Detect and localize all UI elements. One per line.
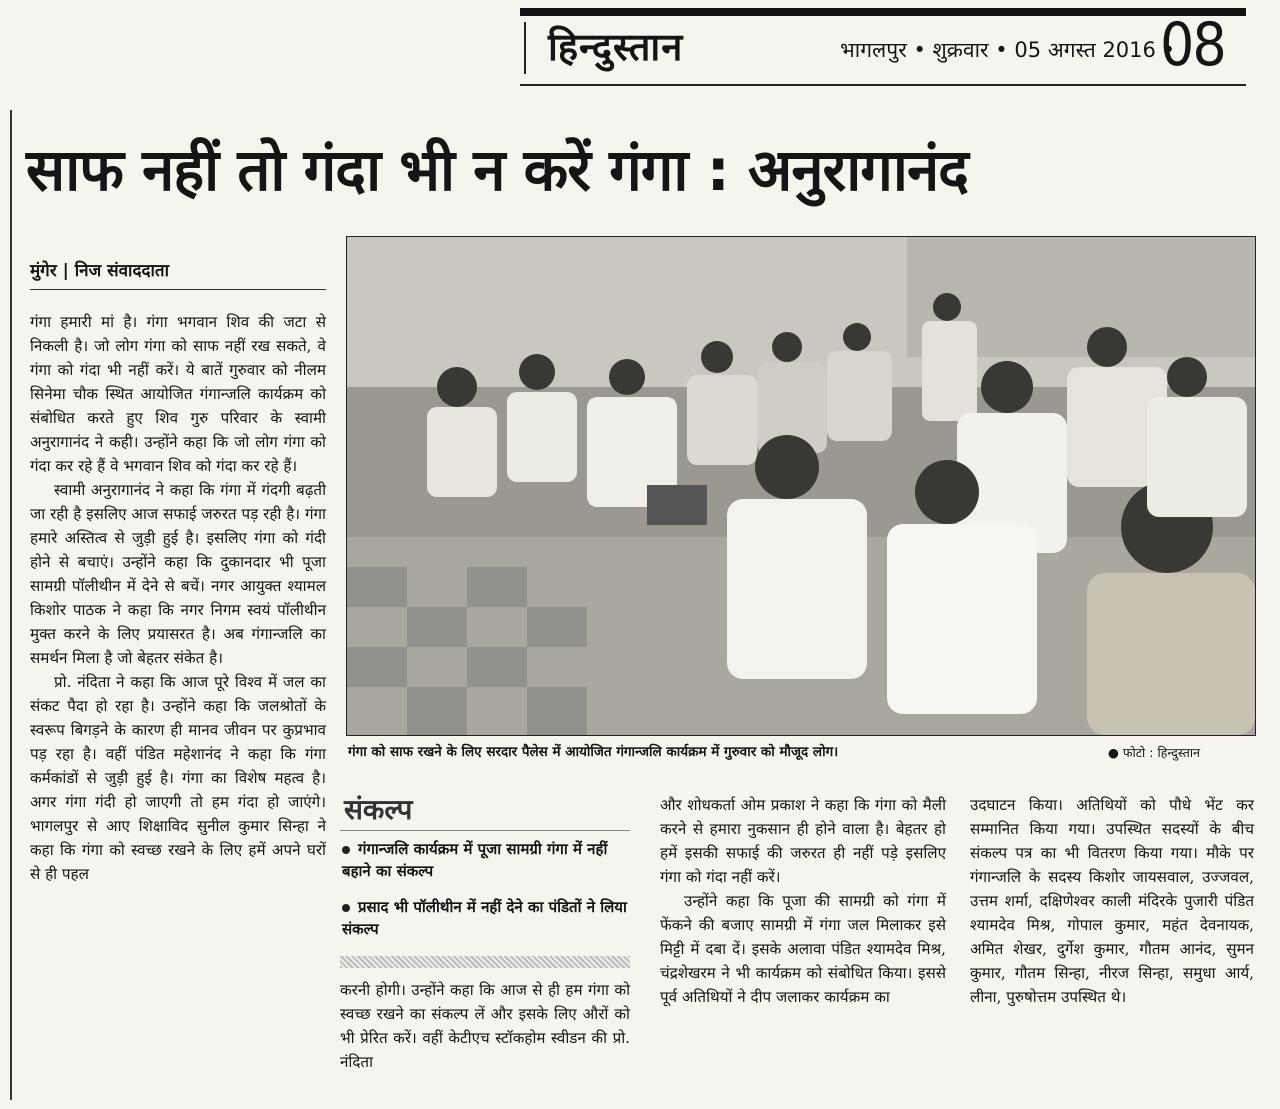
photo-credit: ● फोटो : हिन्दुस्तान [1108,745,1200,760]
masthead-bottom-rule [520,84,1246,86]
paragraph: उदघाटन किया। अतिथियों को पौधे भेंट कर सम्मानित किया गया। उपस्थित सदस्यों के बीच संकल्प पत्र का भी वितरण किया गया। मौके पर गंगान्जलि के सदस्य किशोर जायसवाल, उज्जवल, उत्तम शर्मा, दक्षिणेश्वर काली मंदिरके पुजारी पंडित श्यामदेव मिश्र, गोपाल कुमार, महंत देवनायक, अमित शेखर, दुर्गेश कुमार, गौतम आनंद, सुमन कुमार, गौतम सिन्हा, नीरज सिन्हा, समुधा आर्य, लीना, पुरुषोत्तम उपस्थित थे। [970,796,1254,1006]
sidebar-box-item [342,896,628,940]
article-column-1 [30,310,326,886]
photo-caption: गंगा को साफ रखने के लिए सरदार पैलेस में आयोजित गंगान्जलि कार्यक्रम में गुरुवार को मौजूद लोग। [348,744,839,760]
news-photo [346,236,1256,736]
byline-rule [30,289,326,290]
page-number: 08 [1160,10,1225,80]
audience-photo-illustration [347,237,1255,735]
article-column-4 [970,793,1254,1009]
paragraph: उन्होंने कहा कि पूजा की सामग्री को गंगा में फेंकने की बजाए सामग्री में गंगा जल मिलाकर इसे मिट्टी में दबा दें। इसके अलावा पंडित श्यामदेव मिश्र, चंद्रशेखरम ने भी कार्यक्रम को संबोधित किया। इससे पूर्व अतिथियों ने दीप जलाकर कार्यक्रम का [660,892,946,1006]
article-column-2 [340,978,630,1074]
newspaper-logo: हिन्दुस्तान [548,24,684,69]
byline: मुंगेर | निज संवाददाता [30,261,170,281]
left-column-border [10,110,12,1100]
paragraph: और शोधकर्ता ओम प्रकाश ने कहा कि गंगा को मैली करने से हमारा नुकसान ही होने वाला है। बेहतर हो हमें इसकी सफाई की जरुरत ही नहीं पड़े इसलिए गंगा को गंदा नहीं करें। [660,796,946,886]
sidebar-box-item-text: गंगान्जलि कार्यक्रम में पूजा सामग्री गंगा में नहीं बहाने का संकल्प [342,840,608,880]
paragraph: प्रो. नंदिता ने कहा कि आज पूरे विश्व में जल का संकट पैदा हो रहा है। उन्होंने कहा कि जलश्रोतों के स्वरूप बिगड़ने के कारण ही मानव जीवन पर कुप्रभाव पड़ रहा है। वहीं पंडित महेशानंद ने कहा कि गंगा कर्मकांडों से जुड़ी हुई है। गंगा का विशेष महत्व है। अगर गंगा गंदी हो जाएगी तो हम गंदा हो जाएंगे। भागलपुर से आए शिक्षाविद सुनील कुमार सिन्हा ने कहा कि गंगा को स्वच्छ रखने के लिए हमें अपने घरों से ही पहल [30,673,326,883]
article-column-3 [660,793,946,1009]
paragraph: स्वामी अनुरागानंद ने कहा कि गंगा में गंदगी बढ़ती जा रही है इसलिए आज सफाई जरुरत पड़ रही है। गंगा हमारे अस्तित्व से जुड़ी हुई है। इसलिए गंगा को गंदी होने से बचाएं। उन्होंने कहा कि दुकानदार भी पूजा सामग्री पॉलीथीन में देने से बचें। नगर आयुक्त श्यामल किशोर पाठक ने कहा कि नगर निगम स्वयं पॉलीथीन मुक्त करने के लिए प्रयासरत है। अब गंगान्जलि का समर्थन मिला है जो बेहतर संकेत है। [30,481,326,667]
sidebar-box-title: संकल्प [344,793,413,826]
sidebar-box-item-text: प्रसाद भी पॉलीथीन में नहीं देने का पंडितों ने लिया संकल्प [342,898,627,938]
masthead-dateline: भागलपुर • शुक्रवार • 05 अगस्त 2016 • [840,38,1175,62]
bullet-icon [342,846,350,854]
paragraph: गंगा हमारी मां है। गंगा भगवान शिव की जटा से निकली है। जो लोग गंगा को साफ नहीं रख सकते, वे गंगा को गंदा भी नहीं करें। ये बातें गुरुवार को नीलम सिनेमा चौक स्थित आयोजित गंगान्जलि कार्यक्रम को संबोधित करते हुए शिव गुरु परिवार के स्वामी अनुरागानंद ने कही। उन्होंने कहा कि जो लोग गंगा को गंदा कर रहे हैं वे भगवान शिव को गंदा कर रहे हैं। [30,313,326,475]
masthead-top-rule [520,8,1246,16]
article-headline: साफ नहीं तो गंदा भी न करें गंगा : अनुरागानंद [26,136,968,204]
masthead-divider [524,22,526,74]
sidebar-box-pattern-rule [340,956,630,968]
paragraph: करनी होगी। उन्होंने कहा कि आज से ही हम गंगा को स्वच्छ रखने का संकल्प लें और इसके लिए औरों को भी प्रेरित करें। वहीं केटीएच स्टॉकहोम स्वीडन की प्रो. नंदिता [340,981,630,1071]
sidebar-box-rule [340,830,630,831]
sidebar-box-item [342,838,628,882]
bullet-icon [342,904,350,912]
